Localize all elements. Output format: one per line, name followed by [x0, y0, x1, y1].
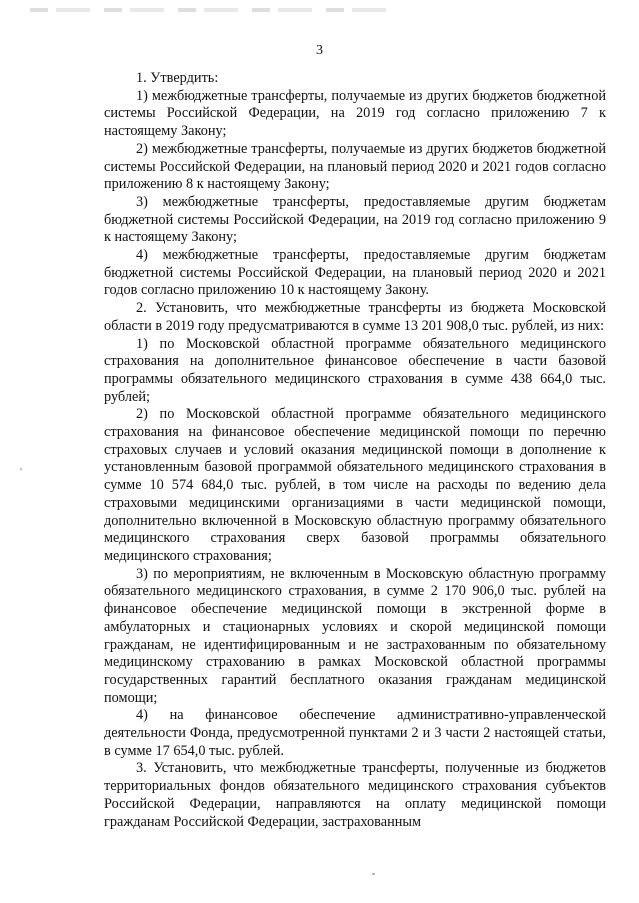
paragraph-2-4: 4) на финансовое обеспечение административно-управленческой деятельности Фонда, предусмотренной пунктами 2 и 3 части 2 настоящей статьи, в сумме 17 654,0 тыс. рублей.	[104, 707, 606, 759]
paragraph-1-1: 1) межбюджетные трансферты, получаемые из других бюджетов бюджетной системы Российской Федерации, на 2019 год согласно приложению 7 к настоящему Закону;	[104, 87, 606, 140]
scan-artifact	[30, 8, 390, 12]
scan-dot	[372, 873, 375, 875]
paragraph-2-2: 2) по Московской областной программе обязательного медицинского страхования на финансовое обеспечение медицинской помощи по перечню страховых случаев и условий оказания медицинской помощи в дополнение к установленным базовой программой обязательного медицинского страхования в сумме 10 574 684,0 тыс. рублей, в том числе на расходы по ведению дела страховыми медицинскими организациями в части медицинской помощи, дополнительно включенной в Московскую областную программу обязательного медицинского страхования сверх базовой программы обязательного медицинского страхования;	[104, 406, 606, 564]
paragraph-1-2: 2) межбюджетные трансферты, получаемые из других бюджетов бюджетной системы Российской Федерации, на плановый период 2020 и 2021 годов согласно приложению 8 к настоящему Закону;	[104, 140, 606, 193]
paragraph-1-3: 3) межбюджетные трансферты, предоставляемые другим бюджетам бюджетной системы Российской Федерации, на 2019 год согласно приложению 9 к настоящему Закону;	[104, 193, 606, 246]
paragraph-3: 3. Установить, что межбюджетные трансферты, полученные из бюджетов территориальных фондов обязательного медицинского страхования субъектов Российской Федерации, направляются на оплату медицинской помощи гражданам Российской Федерации, застрахованным	[104, 760, 606, 830]
document-body	[104, 70, 606, 831]
page-number: 3	[316, 43, 323, 58]
paragraph-2-3: 3) по мероприятиям, не включенным в Московскую областную программу обязательного медицинского страхования, в сумме 2 170 906,0 тыс. рублей на финансовое обеспечение медицинской помощи в экстренной форме в амбулаторных и стационарных условиях и скорой медицинской помощи гражданам, не идентифицированным и не застрахованным по обязательному медицинскому страхованию в рамках Московской областной программы государственных гарантий бесплатного оказания гражданам медицинской помощи;	[104, 565, 606, 706]
paragraph-1-4: 4) межбюджетные трансферты, предоставляемые другим бюджетам бюджетной системы Российской Федерации, на плановый период 2020 и 2021 годов согласно приложению 10 к настоящему Закону.	[104, 247, 606, 299]
paragraph-1: 1. Утвердить:	[136, 70, 219, 86]
paragraph-2-1: 1) по Московской областной программе обязательного медицинского страхования на дополнительное финансовое обеспечение в части базовой программы обязательного медицинского страхования в сумме 438 664,0 тыс. рублей;	[104, 335, 606, 405]
scan-dot	[20, 468, 22, 470]
paragraph-2: 2. Установить, что межбюджетные трансферты из бюджета Московской области в 2019 году предусматриваются в сумме 13 201 908,0 тыс. рублей, из них:	[104, 300, 606, 334]
